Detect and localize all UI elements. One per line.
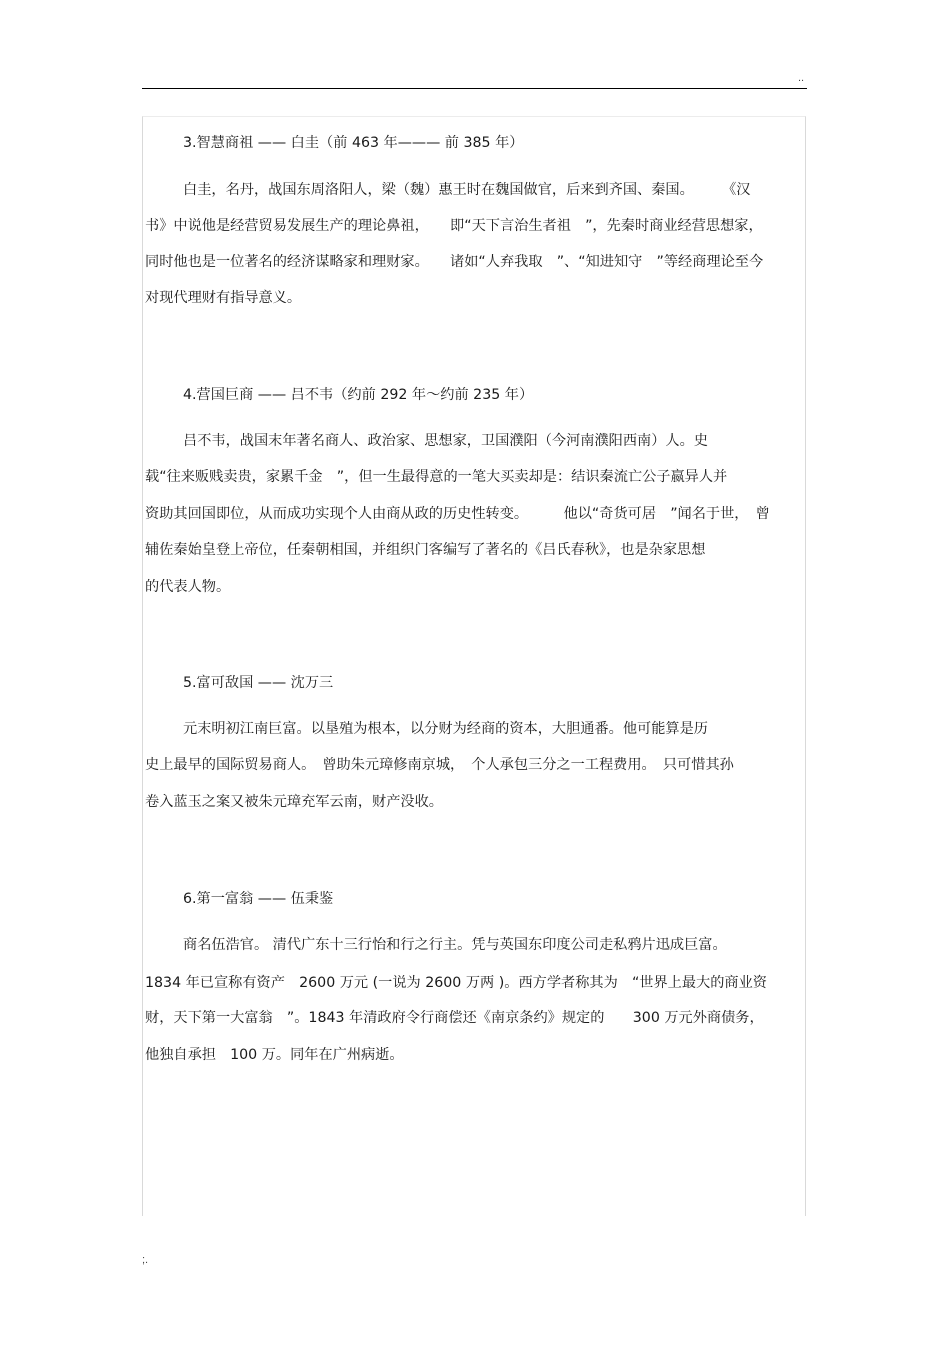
paragraph-line: 的代表人物。	[145, 579, 231, 595]
paragraph-line: 吕不韦，战国末年著名商人、政治家、思想家，卫国濮阳（今河南濮阳西南）人。史	[183, 433, 708, 449]
paragraph-line: 元末明初江南巨富。以垦殖为根本，以分财为经商的资本，大胆通番。他可能算是历	[183, 721, 708, 737]
paragraph-line: 资助其回国即位，从而成功实现个人由商从政的历史性转变。 他以“奇货可居 ”闻名于世， 曾	[145, 506, 770, 522]
paragraph-line: 书》中说他是经营贸易发展生产的理论鼻祖， 即“天下言治生者祖 ”，先秦时商业经营思想家，	[145, 218, 763, 234]
paragraph-line: 白圭，名丹，战国东周洛阳人，梁（魏）惠王时在魏国做官，后来到齐国、秦国。 《汉	[183, 182, 751, 198]
header-rule	[142, 88, 807, 89]
section-heading-3: 3.智慧商祖 —— 白圭（前 463 年——— 前 385 年）	[183, 135, 524, 151]
paragraph-line: 商名伍浩官。 清代广东十三行怡和行之行主。凭与英国东印度公司走私鸦片迅成巨富。	[183, 937, 727, 953]
paragraph-line: 1834 年已宣称有资产 2600 万元 (一说为 2600 万两 )。西方学者称其为 “世界上最大的商业资	[145, 975, 767, 991]
paragraph-line: 史上最早的国际贸易商人。 曾助朱元璋修南京城， 个人承包三分之一工程费用。 只可惜其孙	[145, 757, 734, 773]
paragraph-line: 辅佐秦始皇登上帝位，任秦朝相国，并组织门客编写了著名的《吕氏春秋》，也是杂家思想	[145, 542, 706, 558]
paragraph-line: 财，天下第一大富翁 ”。1843 年清政府令行商偿还《南京条约》规定的 300 万元外商债务，	[145, 1010, 764, 1026]
header-mark: ..	[798, 72, 805, 84]
paragraph-line: 载“往来贩贱卖贵，家累千金 ”，但一生最得意的一笔大买卖却是：结识秦流亡公子嬴异人并	[145, 469, 728, 485]
section-heading-6: 6.第一富翁 —— 伍秉鉴	[183, 891, 334, 907]
paragraph-line: 他独自承担 100 万。同年在广州病逝。	[145, 1047, 404, 1063]
section-heading-5: 5.富可敌国 —— 沈万三	[183, 675, 334, 691]
section-heading-4: 4.营国巨商 —— 吕不韦（约前 292 年～约前 235 年）	[183, 387, 534, 403]
footer-mark: ;.	[142, 1254, 149, 1266]
paragraph-line: 卷入蓝玉之案又被朱元璋充军云南，财产没收。	[145, 794, 443, 810]
paragraph-line: 同时他也是一位著名的经济谋略家和理财家。 诸如“人弃我取 ”、“知进知守 ”等经商理论至今	[145, 254, 764, 270]
paragraph-line: 对现代理财有指导意义。	[145, 290, 302, 306]
